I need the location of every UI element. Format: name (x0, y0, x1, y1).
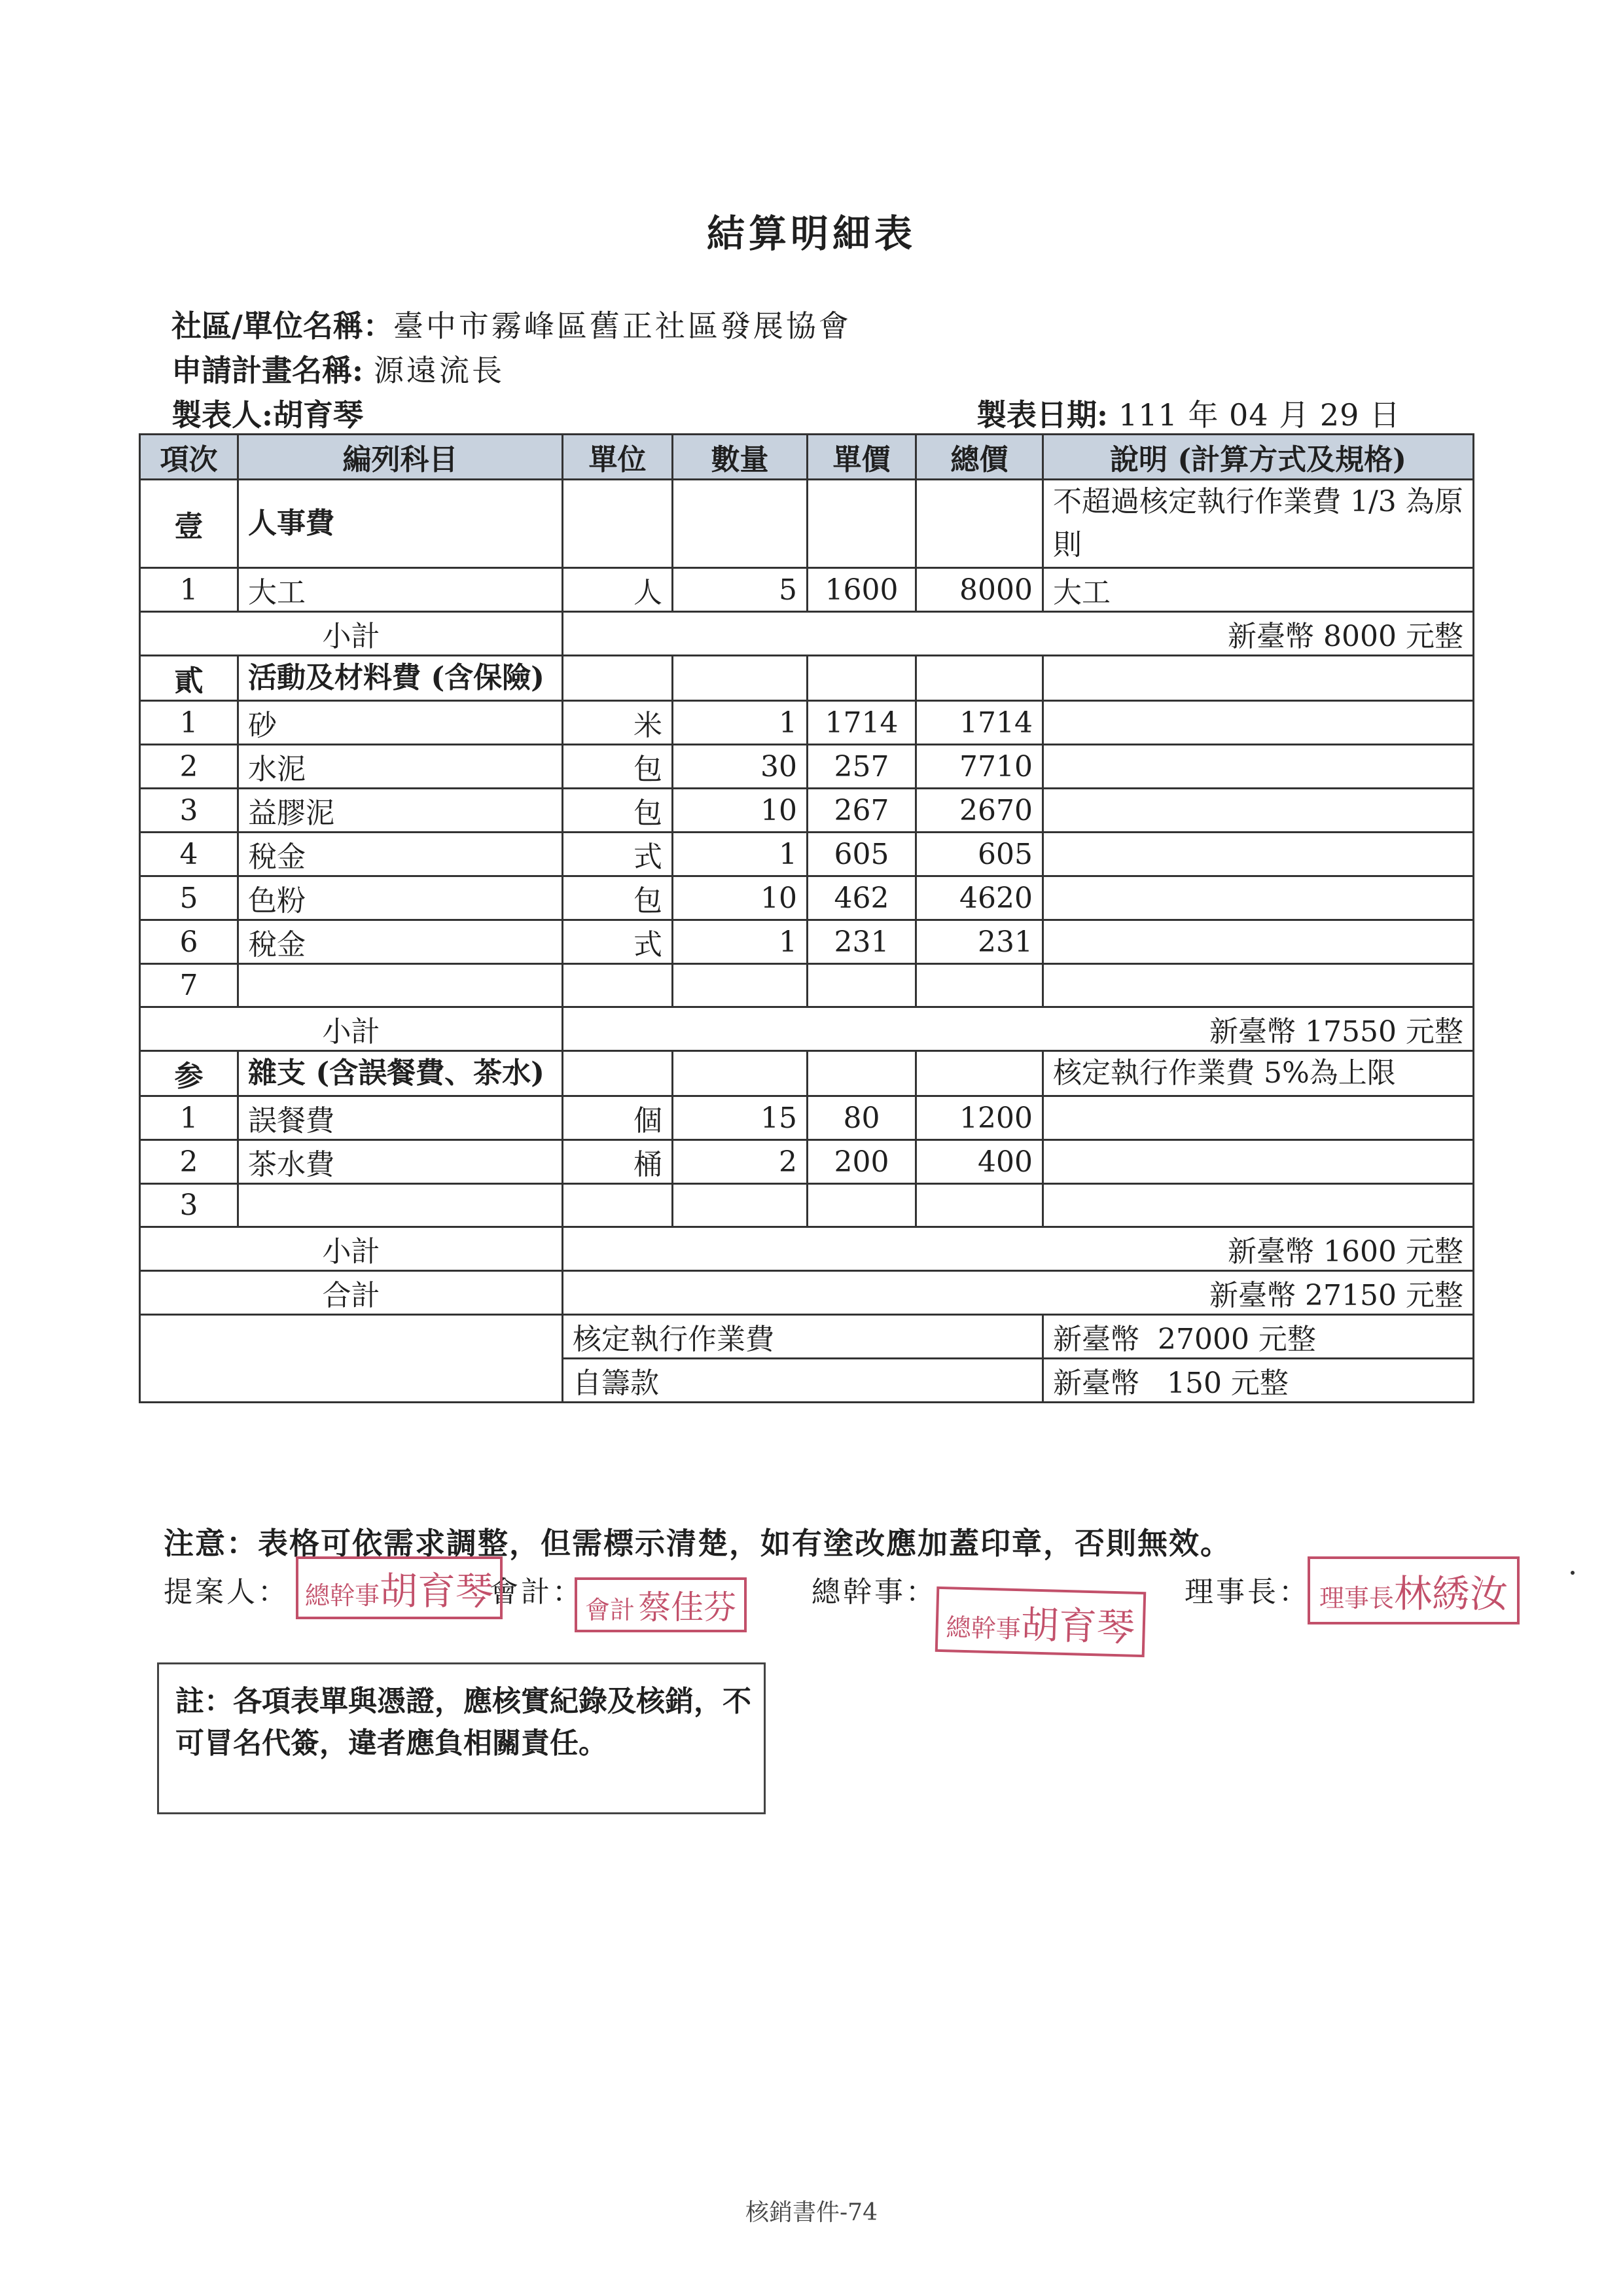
table-row (140, 1184, 1474, 1227)
table-row (140, 964, 1474, 1007)
col-header: 數量 (673, 435, 808, 480)
row-no: 1 (140, 568, 238, 612)
funding-label: 核定執行作業費 (563, 1315, 1043, 1359)
section-number: 壹 (140, 480, 238, 568)
row-qty: 1 (673, 701, 808, 745)
stamp-name: 胡育琴 (380, 1569, 494, 1613)
row-price: 267 (808, 789, 916, 833)
maker-value: 胡育琴 (272, 397, 363, 433)
row-total (916, 964, 1043, 1007)
row-total: 2670 (916, 789, 1043, 833)
row-item: 稅金 (238, 833, 563, 876)
section-number: 貳 (140, 656, 238, 701)
subtotal-row (140, 1007, 1474, 1051)
table-row (140, 833, 1474, 876)
row-price: 462 (808, 876, 916, 920)
general-manager-stamp (935, 1587, 1147, 1657)
row-item: 水泥 (238, 745, 563, 789)
row-total: 1714 (916, 701, 1043, 745)
row-price (808, 964, 916, 1007)
row-total: 8000 (916, 568, 1043, 612)
org-field (171, 302, 851, 346)
row-total: 605 (916, 833, 1043, 876)
row-desc (1043, 833, 1474, 876)
date-label: 製表日期: (976, 397, 1108, 433)
row-no: 7 (140, 964, 238, 1007)
document-title: 結算明細表 (706, 211, 916, 256)
row-unit: 式 (563, 920, 673, 964)
row-qty (673, 1184, 808, 1227)
table-row (140, 745, 1474, 789)
subtotal-label: 小計 (140, 1227, 563, 1271)
table-row (140, 1140, 1474, 1184)
table-row (140, 1096, 1474, 1140)
plan-label: 申請計畫名稱: (171, 353, 363, 388)
table-header-row (140, 435, 1474, 480)
col-header: 編列科目 (238, 435, 563, 480)
stamp-title: 會計 (585, 1596, 635, 1624)
row-desc (1043, 964, 1474, 1007)
section-name: 雜支 (含誤餐費、茶水) (238, 1051, 563, 1096)
notice-text: 注意：表格可依需求調整，但需標示清楚，如有塗改應加蓋印章，否則無效。 (164, 1526, 1232, 1561)
plan-value: 源遠流長 (374, 353, 505, 388)
row-qty: 5 (673, 568, 808, 612)
row-desc (1043, 701, 1474, 745)
funding-blank (140, 1315, 563, 1403)
subtotal-label: 小計 (140, 612, 563, 656)
stamp-title: 總幹事 (305, 1581, 380, 1610)
row-price: 1600 (808, 568, 916, 612)
row-item: 大工 (238, 568, 563, 612)
chairman-label: 理事長： (1185, 1575, 1310, 1609)
subtotal-value: 新臺幣 8000 元整 (563, 612, 1474, 656)
grand-total-value: 新臺幣 27150 元整 (563, 1271, 1474, 1315)
row-item: 益膠泥 (238, 789, 563, 833)
grand-total-label: 合計 (140, 1271, 563, 1315)
row-price: 1714 (808, 701, 916, 745)
grand-total-row (140, 1271, 1474, 1315)
row-unit (563, 964, 673, 1007)
row-qty: 2 (673, 1140, 808, 1184)
row-qty: 10 (673, 789, 808, 833)
row-item (238, 1184, 563, 1227)
row-qty: 10 (673, 876, 808, 920)
row-price: 605 (808, 833, 916, 876)
row-price: 231 (808, 920, 916, 964)
table-row (140, 789, 1474, 833)
row-desc (1043, 1096, 1474, 1140)
row-total (916, 1184, 1043, 1227)
date-field (976, 391, 1400, 435)
accountant-label: 會計： (490, 1575, 584, 1609)
row-unit: 桶 (563, 1140, 673, 1184)
row-total: 4620 (916, 876, 1043, 920)
stamp-name: 蔡佳芬 (638, 1588, 737, 1626)
funding-label: 自籌款 (563, 1359, 1043, 1403)
row-item: 茶水費 (238, 1140, 563, 1184)
table-row (140, 701, 1474, 745)
stamp-title: 理事長 (1319, 1584, 1395, 1613)
row-no: 3 (140, 789, 238, 833)
accountant-stamp (575, 1577, 747, 1632)
maker-label: 製表人: (171, 397, 273, 433)
row-desc: 大工 (1043, 568, 1474, 612)
row-no: 4 (140, 833, 238, 876)
section-row (140, 480, 1474, 568)
row-no: 1 (140, 701, 238, 745)
row-item: 砂 (238, 701, 563, 745)
col-header: 說明 (計算方式及規格) (1043, 435, 1474, 480)
subtotal-label: 小計 (140, 1007, 563, 1051)
row-unit: 式 (563, 833, 673, 876)
row-desc (1043, 876, 1474, 920)
row-price: 257 (808, 745, 916, 789)
chairman-stamp (1308, 1556, 1520, 1624)
row-price (808, 1184, 916, 1227)
subtotal-value: 新臺幣 17550 元整 (563, 1007, 1474, 1051)
funding-value: 新臺幣 27000 元整 (1043, 1315, 1474, 1359)
row-total: 400 (916, 1140, 1043, 1184)
row-no: 5 (140, 876, 238, 920)
row-qty: 15 (673, 1096, 808, 1140)
section-name: 人事費 (238, 480, 563, 568)
row-desc (1043, 789, 1474, 833)
date-value: 111 年 04 月 29 日 (1118, 397, 1400, 433)
row-no: 2 (140, 745, 238, 789)
stamp-name: 胡育琴 (1020, 1602, 1135, 1650)
row-no: 2 (140, 1140, 238, 1184)
speck-mark (1571, 1571, 1575, 1575)
section-note (1043, 656, 1474, 701)
row-unit (563, 1184, 673, 1227)
general-manager-label: 總幹事： (812, 1575, 937, 1609)
row-qty: 1 (673, 833, 808, 876)
stamp-title: 總幹事 (946, 1613, 1022, 1644)
row-price: 80 (808, 1096, 916, 1140)
row-item (238, 964, 563, 1007)
row-qty: 1 (673, 920, 808, 964)
table-row (140, 876, 1474, 920)
row-unit: 米 (563, 701, 673, 745)
col-header: 項次 (140, 435, 238, 480)
proposer-label: 提案人： (164, 1575, 289, 1609)
table-row (140, 568, 1474, 612)
plan-field (171, 347, 505, 390)
col-header: 單價 (808, 435, 916, 480)
section-note: 核定執行作業費 5%為上限 (1043, 1051, 1474, 1096)
row-item: 誤餐費 (238, 1096, 563, 1140)
section-name: 活動及材料費 (含保險) (238, 656, 563, 701)
section-note: 不超過核定執行作業費 1/3 為原則 (1043, 480, 1474, 568)
row-qty (673, 964, 808, 1007)
row-desc (1043, 1140, 1474, 1184)
row-total: 1200 (916, 1096, 1043, 1140)
maker-field (171, 391, 363, 435)
stamp-name: 林綉汝 (1394, 1571, 1508, 1616)
settlement-table (139, 433, 1474, 1403)
col-header: 單位 (563, 435, 673, 480)
col-header: 總價 (916, 435, 1043, 480)
row-unit: 包 (563, 789, 673, 833)
remark-text: 註：各項表單與憑證，應核實紀錄及核銷，不可冒名代簽，違者應負相關責任。 (175, 1685, 751, 1760)
row-no: 3 (140, 1184, 238, 1227)
row-item: 稅金 (238, 920, 563, 964)
row-no: 1 (140, 1096, 238, 1140)
org-value: 臺中市霧峰區舊正社區發展協會 (393, 308, 851, 344)
row-unit: 包 (563, 745, 673, 789)
subtotal-row (140, 612, 1474, 656)
row-qty: 30 (673, 745, 808, 789)
row-unit: 包 (563, 876, 673, 920)
org-label: 社區/單位名稱： (171, 308, 393, 344)
row-unit: 人 (563, 568, 673, 612)
proposer-stamp (296, 1556, 503, 1619)
row-desc (1043, 920, 1474, 964)
section-row (140, 1051, 1474, 1096)
page-footer: 核銷書件-74 (745, 2199, 878, 2226)
row-total: 231 (916, 920, 1043, 964)
funding-row (140, 1315, 1474, 1359)
subtotal-value: 新臺幣 1600 元整 (563, 1227, 1474, 1271)
table-row (140, 920, 1474, 964)
section-number: 参 (140, 1051, 238, 1096)
row-desc (1043, 745, 1474, 789)
row-no: 6 (140, 920, 238, 964)
row-desc (1043, 1184, 1474, 1227)
section-row (140, 656, 1474, 701)
row-total: 7710 (916, 745, 1043, 789)
row-item: 色粉 (238, 876, 563, 920)
row-unit: 個 (563, 1096, 673, 1140)
funding-value: 新臺幣 150 元整 (1043, 1359, 1474, 1403)
subtotal-row (140, 1227, 1474, 1271)
row-price: 200 (808, 1140, 916, 1184)
